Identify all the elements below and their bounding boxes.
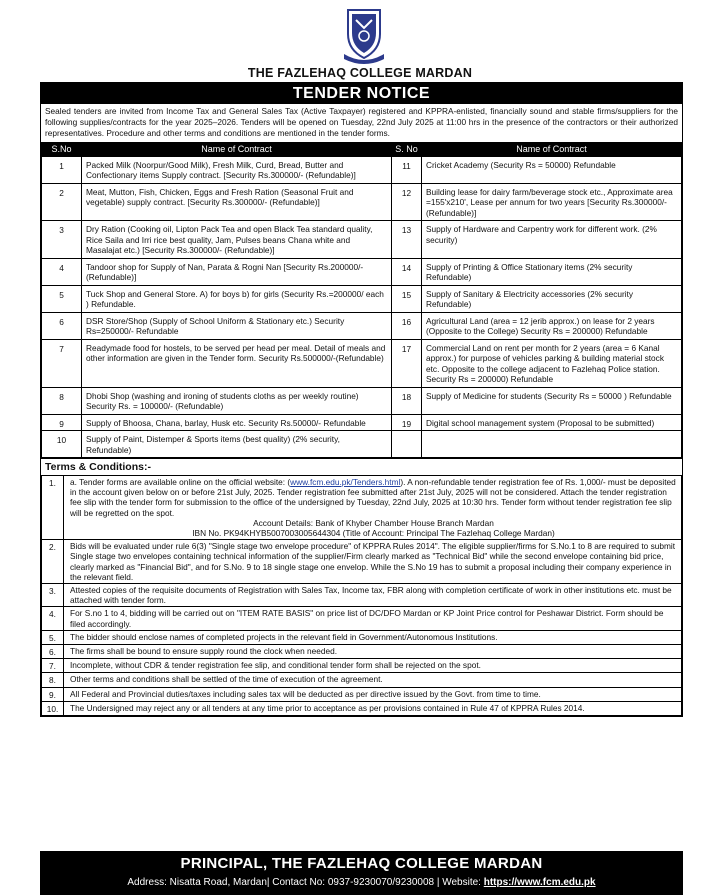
contract-name: Packed Milk (Noorpur/Good Milk), Fresh Milk, Curd, Bread, Butter and Confectionary items Supply contract. [Security Rs.300000/- (Refundable)] <box>82 156 392 183</box>
contract-number: 18 <box>392 387 422 414</box>
contract-name: Building lease for dairy farm/beverage stock etc., Approximate area =155'x210', Lease per annum for two years [Security Rs.300000/- (Refundable)] <box>422 183 682 221</box>
contract-number: 8 <box>42 387 82 414</box>
notice-frame <box>40 82 683 717</box>
col-sno-header: S.No <box>42 143 82 157</box>
term-number: 4. <box>42 607 64 630</box>
ibn-number: IBN No. PK94KHYB5007003005644304 (Title of Account: Principal The Fazlehaq College Mardan) <box>192 528 555 539</box>
term-row <box>42 659 682 673</box>
table-row <box>42 183 682 221</box>
term-text: The bidder should enclose names of completed projects in the relevant field in Government/Autonomous Institutions. <box>64 630 682 644</box>
footer-contact-text: Address: Nisatta Road, Mardan| Contact No: 0937-9230070/9230008 | Website: <box>127 877 484 888</box>
contract-name: Supply of Sanitary & Electricity accessories (2% security Refundable) <box>422 285 682 312</box>
table-header-row <box>42 143 682 157</box>
contract-name: Supply of Hardware and Carpentry work for different work. (2% security) <box>422 221 682 259</box>
term-text: The Undersigned may reject any or all tenders at any time prior to acceptance as per provisions contained in Rule 47 of KPPRA Rules 2014. <box>64 701 682 715</box>
intro-paragraph: Sealed tenders are invited from Income Tax and General Sales Tax (Active Taxpayer) registered and KPPRA-enlisted, financially sound and stable firms/suppliers for the following supplies/contracts for the year 2025–2026. Tenders will be opened on Tuesday, 22nd July 2025 at 11:00 hrs in the presence of the contractors or their authorized representatives. Procedure and other terms and conditions are mentioned in the tender forms. <box>45 106 678 138</box>
contract-name: Meat, Mutton, Fish, Chicken, Eggs and Fresh Ration (Seasonal Fruit and vegetable) supply contract. [Security Rs.300000/- (Refundable)] <box>82 183 392 221</box>
contract-name: Cricket Academy (Security Rs = 50000) Refundable <box>422 156 682 183</box>
term-number: 1. <box>42 476 64 540</box>
contract-number: 4 <box>42 258 82 285</box>
contract-number: 3 <box>42 221 82 259</box>
col-name-right-header: Name of Contract <box>422 143 682 157</box>
term-number: 9. <box>42 687 64 701</box>
term-number: 3. <box>42 584 64 607</box>
terms-table <box>41 475 682 716</box>
term-number: 10. <box>42 701 64 715</box>
contract-number: 1 <box>42 156 82 183</box>
table-row <box>42 387 682 414</box>
contract-number: 5 <box>42 285 82 312</box>
college-crest-icon <box>340 6 388 64</box>
term1-text-b: ). A non-refundable tender registration fee of Rs. 1,000/- must be deposited in the account given below on or before 21st July, 2025. Tender registration fee submitted after 21st July, 2025 will not be considered. Attach the tender registration fee slip with the tender form for submission to the office of the undersigned by Tuesday, 22nd July, 2025 at 10:30 hrs. Tender form without tender registration fee slip will be regretted on the spot. <box>70 477 676 518</box>
term-row <box>42 645 682 659</box>
term-number: 5. <box>42 630 64 644</box>
term-text: All Federal and Provincial duties/taxes including sales tax will be deducted as per directive issued by the Govt. from time to time. <box>64 687 682 701</box>
term-number: 7. <box>42 659 64 673</box>
term-row <box>42 630 682 644</box>
contract-number: 14 <box>392 258 422 285</box>
term-number: 8. <box>42 673 64 687</box>
contract-name: Dhobi Shop (washing and ironing of students cloths as per weekly routine) Security Rs. = 100000/- (Refundable) <box>82 387 392 414</box>
contract-name: Supply of Printing & Office Stationary items (2% security Refundable) <box>422 258 682 285</box>
table-row <box>42 258 682 285</box>
terms-heading: Terms & Conditions:- <box>41 458 682 475</box>
contracts-body <box>42 156 682 458</box>
contract-name: Readymade food for hostels, to be served per head per meal. Detail of meals and other information are given in the Tender form. Security Rs.500000/-(Refundable) <box>82 339 392 387</box>
contract-name: Supply of Bhoosa, Chana, barlay, Husk etc. Security Rs.50000/- Refundable <box>82 414 392 431</box>
table-row <box>42 285 682 312</box>
term-text: Other terms and conditions shall be settled of the time of execution of the agreement. <box>64 673 682 687</box>
footer-title: PRINCIPAL, THE FAZLEHAQ COLLEGE MARDAN <box>180 855 543 872</box>
contract-name: Supply of Medicine for students (Security Rs = 50000 ) Refundable <box>422 387 682 414</box>
contract-name: Digital school management system (Proposal to be submitted) <box>422 414 682 431</box>
contracts-table <box>41 142 682 458</box>
contract-name: Supply of Paint, Distemper & Sports items (best quality) (2% security, Refundable) <box>82 431 392 458</box>
term-number: 2. <box>42 540 64 584</box>
contract-name: Tuck Shop and General Store. A) for boys b) for girls (Security Rs.=200000/ each ) Refundable. <box>82 285 392 312</box>
terms-body <box>42 540 682 716</box>
table-row <box>42 431 682 458</box>
contract-name: Tandoor shop for Supply of Nan, Parata & Rogni Nan [Security Rs.200000/- (Refundable)] <box>82 258 392 285</box>
contract-number: 7 <box>42 339 82 387</box>
table-row <box>42 312 682 339</box>
contract-number: 6 <box>42 312 82 339</box>
col-sno-right-header: S. No <box>392 143 422 157</box>
footer-contact <box>40 872 683 888</box>
table-row <box>42 414 682 431</box>
term-row <box>42 701 682 715</box>
term-text: For S.no 1 to 4, bidding will be carried out on "ITEM RATE BASIS" on price list of DC/DFO Mardan or KP Joint Price control for Peshawar District. Form should be filed accordingly. <box>64 607 682 630</box>
term-number: 6. <box>42 645 64 659</box>
contract-number: 12 <box>392 183 422 221</box>
contract-name: Dry Ration (Cooking oil, Lipton Pack Tea and open Black Tea standard quality, Rice Saila and Irri rice best quality, Jam, Pulses beans Chana white and Masalajat etc.) [Security Rs.300000/- (Refundable)] <box>82 221 392 259</box>
col-name-header: Name of Contract <box>82 143 392 157</box>
contract-number: 16 <box>392 312 422 339</box>
table-row <box>42 156 682 183</box>
term-text <box>64 476 682 540</box>
term-text: The firms shall be bound to ensure supply round the clock when needed. <box>64 645 682 659</box>
contract-name: Agricultural Land (area = 12 jerib approx.) on lease for 2 years (Opposite to the College) Security Rs = 200000) Refundable <box>422 312 682 339</box>
table-row <box>42 221 682 259</box>
contract-number: 15 <box>392 285 422 312</box>
term-row <box>42 584 682 607</box>
contract-number <box>392 431 422 458</box>
term-text: Attested copies of the requisite documents of Registration with Sales Tax, Income tax, FBR along with completion certificate of work in other institutions etc. must be attached with tender form. <box>64 584 682 607</box>
contract-number: 13 <box>392 221 422 259</box>
term-text: Bids will be evaluated under rule 6(3) "Single stage two envelope procedure" of KPPRA Rules 2014". The eligible supplier/firms for S.No.1 to 8 are required to submit Single stage two envelopes containing technical information of the supplier/Firm clearly marked as "Technical Bid" while the second envelope containing bid price, clearly marked as "Financial Bid", and for S.No. 9 to 18 single stage one envelop. While the S.No 19 has to submit a proposal including their company experience in the relevant field. <box>64 540 682 584</box>
contract-number: 9 <box>42 414 82 431</box>
term-row <box>42 607 682 630</box>
account-details: Account Details: Bank of Khyber Chamber House Branch Mardan <box>253 517 494 528</box>
contract-number: 2 <box>42 183 82 221</box>
table-row <box>42 339 682 387</box>
tenders-link[interactable]: www.fcm.edu.pk/Tenders.html <box>290 477 401 487</box>
contract-number: 11 <box>392 156 422 183</box>
term-row <box>42 687 682 701</box>
term-row <box>42 673 682 687</box>
contract-name <box>422 431 682 458</box>
footer-website-link[interactable]: https://www.fcm.edu.pk <box>483 877 596 888</box>
notice-title: TENDER NOTICE <box>41 83 682 104</box>
contract-number: 19 <box>392 414 422 431</box>
contract-name: DSR Store/Shop (Supply of School Uniform & Stationary etc.) Security Rs=250000/- Refundable <box>82 312 392 339</box>
term-row <box>42 540 682 584</box>
college-name: THE FAZLEHAQ COLLEGE MARDAN <box>247 66 473 80</box>
term1-text-a: a. Tender forms are available online on the official website: ( <box>70 477 291 487</box>
contract-name: Commercial Land on rent per month for 2 years (area = 6 Kanal approx.) for purpose of vehicles parking & building material stock etc. Opposite to the college adjacent to Fazlehaq Police station. Security Rs = 200000) Refundable <box>422 339 682 387</box>
term-text: Incomplete, without CDR & tender registration fee slip, and conditional tender form shall be rejected on the spot. <box>64 659 682 673</box>
footer <box>40 851 683 895</box>
term-row <box>42 476 682 540</box>
contract-number: 10 <box>42 431 82 458</box>
contract-number: 17 <box>392 339 422 387</box>
